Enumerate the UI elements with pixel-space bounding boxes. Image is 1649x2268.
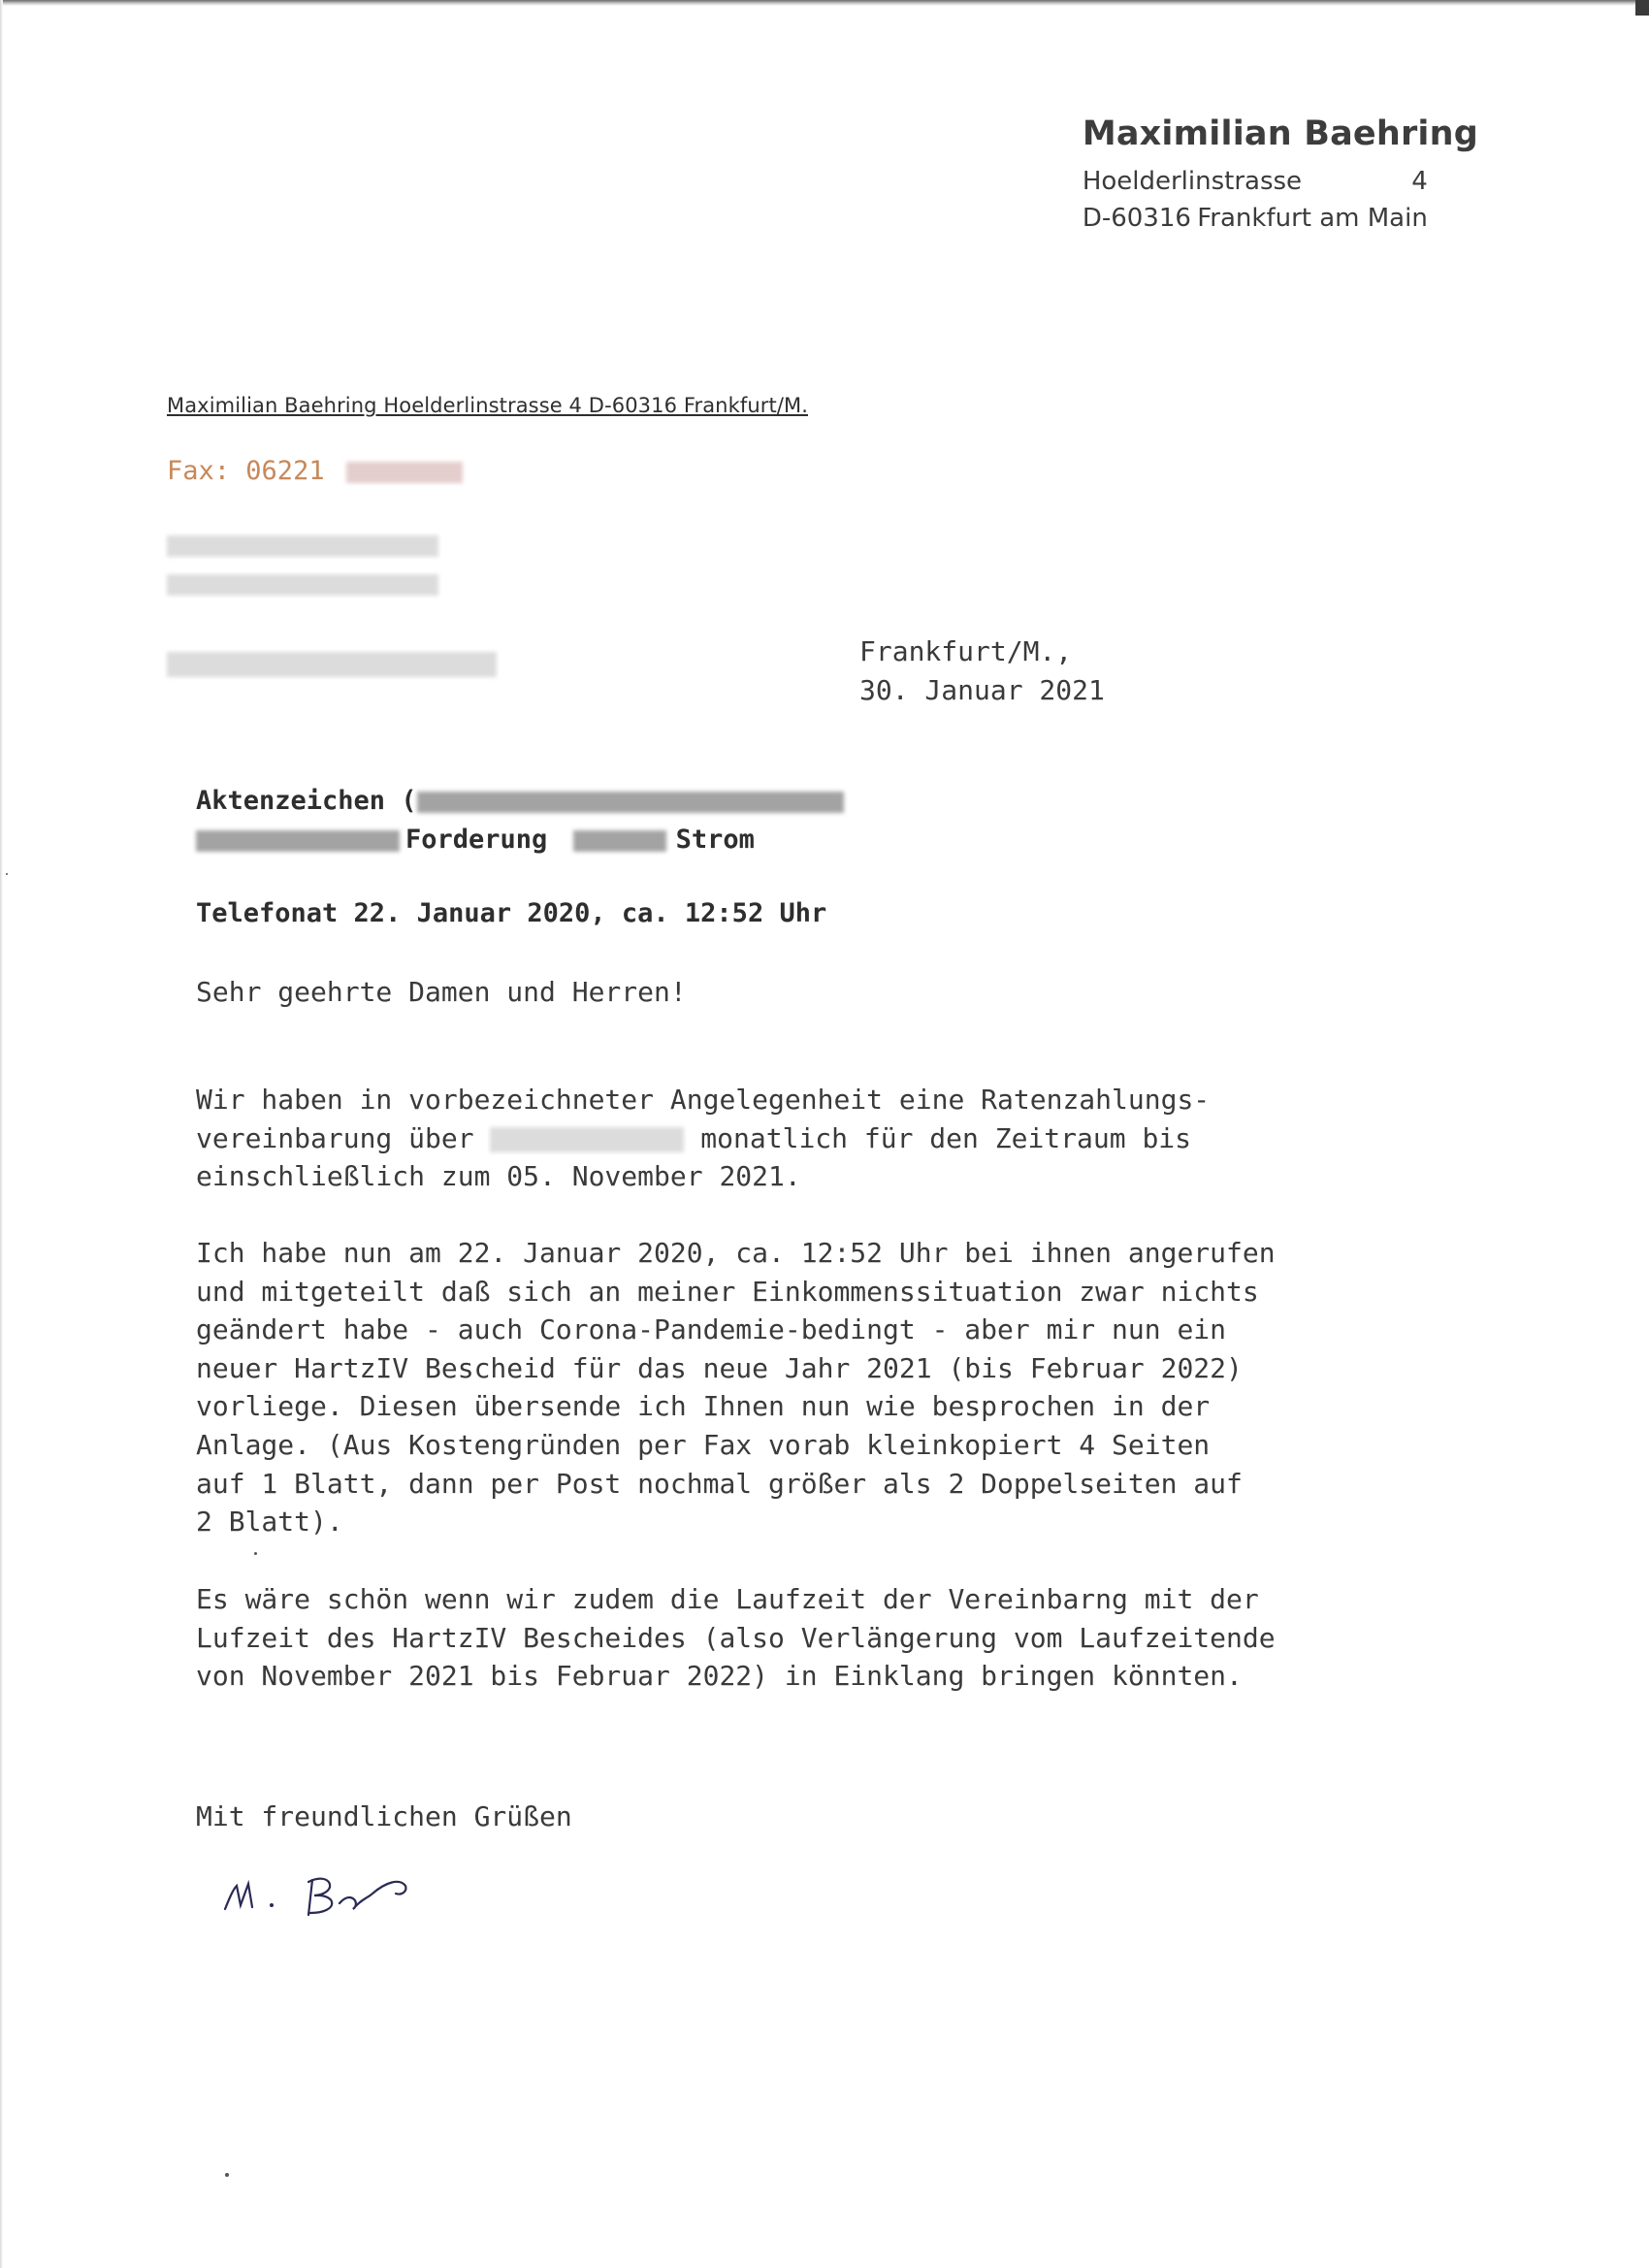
- handwritten-signature: [215, 1861, 468, 1928]
- redacted-subject-part: [573, 830, 666, 852]
- place-date: [859, 632, 1105, 710]
- sender-name: Maximilian Baehring: [1082, 114, 1478, 153]
- return-address: Maximilian Baehring Hoelderlinstrasse 4 D-60316 Frankfurt/M.: [167, 394, 808, 417]
- subject-line-1: [196, 782, 844, 821]
- paragraph-1: [196, 1081, 1399, 1196]
- sender-city: Frankfurt am Main: [1197, 204, 1428, 233]
- case-number-label: Aktenzeichen (: [196, 786, 417, 816]
- date: 30. Januar 2021: [859, 674, 1105, 706]
- salutation: Sehr geehrte Damen und Herren!: [196, 976, 687, 1008]
- scan-edge-corner: [1635, 0, 1649, 16]
- sender-street: Hoelderlinstrasse: [1082, 167, 1303, 196]
- place: Frankfurt/M.,: [859, 635, 1073, 667]
- redacted-subject-part: [196, 830, 400, 852]
- subject-block: [196, 782, 844, 859]
- closing: Mit freundlichen Grüßen: [196, 1800, 572, 1832]
- subject-word-strom: Strom: [675, 825, 755, 855]
- paragraph-1-line-1: Wir haben in vorbezeichneter Angelegenheit eine Ratenzahlungs-: [196, 1084, 1211, 1116]
- sender-city-line: [1083, 204, 1428, 233]
- scan-speck: [254, 1552, 257, 1555]
- paragraph-1-line-3: einschließlich zum 05. November 2021.: [196, 1160, 801, 1193]
- redacted-recipient-line: [167, 652, 497, 677]
- sender-house-number: 4: [1411, 167, 1428, 196]
- paragraph-1-line-2-start: vereinbarung über: [196, 1121, 474, 1154]
- redacted-fax-digits: [346, 462, 463, 483]
- paragraph-2: Ich habe nun am 22. Januar 2020, ca. 12:52 Uhr bei ihnen angerufen und mitgeteilt daß sich an meiner Einkommenssituation zwar nichts geändert habe - auch Corona-Pandemie-bedingt - aber mir nun ein neuer HartzIV Bescheid für das neue Jahr 2021 (bis Februar 2022) vorliege. Diesen übersende ich Ihnen nun wie besprochen in der Anlage. (Aus Kostengründen per Fax vorab kleinkopiert 4 Seiten auf 1 Blatt, dann per Post nochmal größer als 2 Doppelseiten auf 2 Blatt).: [196, 1237, 1276, 1539]
- subject-line-2: [196, 821, 844, 859]
- paragraph-1-line-2-end: monatlich für den Zeitraum bis: [700, 1121, 1192, 1154]
- sender-street-line: [1083, 167, 1428, 196]
- subject-word-forderung: Forderung: [405, 825, 548, 855]
- fax-label: Fax:: [167, 456, 231, 486]
- fax-number: 06221: [245, 456, 325, 486]
- redacted-recipient-line: [167, 535, 438, 557]
- letterhead: [1083, 114, 1478, 233]
- paragraph-1-line-2: [196, 1119, 1399, 1158]
- phone-call-reference: Telefonat 22. Januar 2020, ca. 12:52 Uhr: [196, 898, 827, 928]
- scan-speck: [6, 873, 8, 875]
- redacted-recipient-line: [167, 574, 438, 596]
- redacted-amount: [490, 1127, 684, 1152]
- scan-edge-top: [0, 0, 1649, 6]
- scan-edge-left: [0, 0, 3, 2268]
- fax-line: [167, 456, 463, 486]
- redacted-case-number: [417, 792, 844, 813]
- sender-postal-code: D-60316: [1082, 204, 1191, 233]
- paragraph-3: Es wäre schön wenn wir zudem die Laufzeit der Vereinbarng mit der Lufzeit des HartzIV Bescheides (also Verlängerung vom Laufzeitende von November 2021 bis Februar 2022) in Einklang bringen könnten.: [196, 1583, 1276, 1693]
- scan-speck: [225, 2173, 229, 2177]
